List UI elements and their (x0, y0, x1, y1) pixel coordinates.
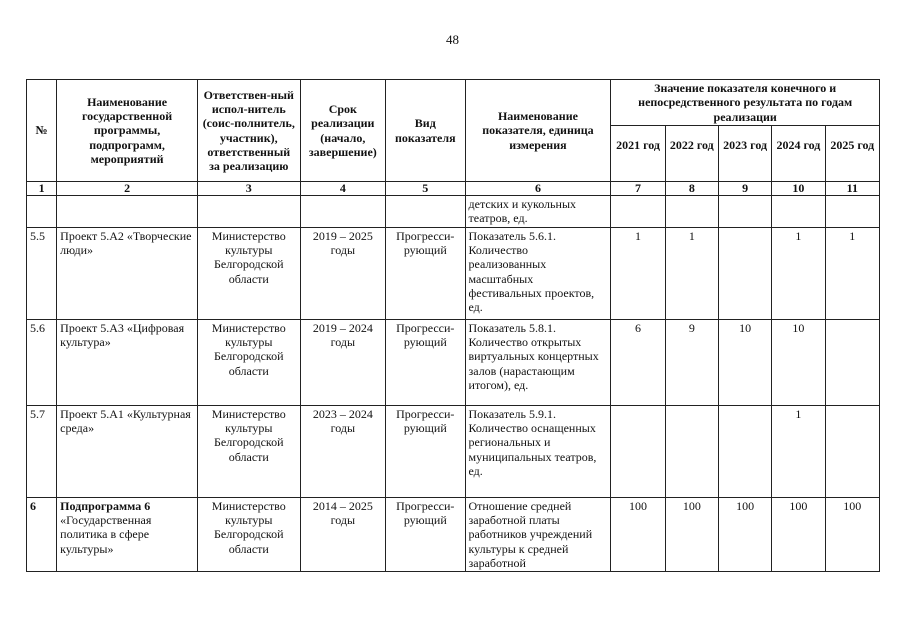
year-value: 1 (665, 228, 718, 320)
event-name (57, 498, 198, 572)
header-year: 2022 год (665, 126, 718, 182)
year-value (665, 406, 718, 498)
row-number: 5.6 (27, 320, 57, 406)
year-value: 9 (665, 320, 718, 406)
header-year: 2025 год (825, 126, 879, 182)
table-row (27, 406, 880, 498)
indicator-cell: Показатель 5.6.1. Количество реализованных масштабных фестивальных проектов, ед. (465, 228, 611, 320)
header-row (27, 80, 880, 126)
responsible-executor: Министерство культуры Белгородской области (197, 498, 300, 572)
header-year: 2021 год (611, 126, 665, 182)
indicator-cell: детских и кукольных театров, ед. (465, 196, 611, 228)
header-type: Вид показателя (386, 80, 465, 182)
indicator-cell: Отношение средней заработной платы работников учреждений культуры к средней заработной (465, 498, 611, 572)
year-value: 100 (611, 498, 665, 572)
year-value (611, 406, 665, 498)
column-numbering-row (27, 182, 880, 196)
responsible-executor: Министерство культуры Белгородской области (197, 406, 300, 498)
indicator-type: Прогресси-рующий (386, 228, 465, 320)
implementation-term: 2019 – 2024 годы (300, 320, 385, 406)
year-value (718, 228, 771, 320)
header-num: № (27, 80, 57, 182)
page-number: 48 (446, 32, 459, 47)
implementation-term: 2023 – 2024 годы (300, 406, 385, 498)
indicator-type: Прогресси-рующий (386, 320, 465, 406)
column-number: 9 (718, 182, 771, 196)
year-value: 100 (665, 498, 718, 572)
event-name: Проект 5.А3 «Цифровая культура» (57, 320, 198, 406)
responsible-executor: Министерство культуры Белгородской области (197, 228, 300, 320)
column-number: 4 (300, 182, 385, 196)
indicator-cell: Показатель 5.9.1. Количество оснащенных региональных и муниципальных театров, ед. (465, 406, 611, 498)
table-row (27, 320, 880, 406)
column-number: 8 (665, 182, 718, 196)
column-number: 2 (57, 182, 198, 196)
year-value (825, 406, 879, 498)
header-year: 2024 год (772, 126, 825, 182)
row-number: 6 (27, 498, 57, 572)
column-number: 1 (27, 182, 57, 196)
row-number: 5.7 (27, 406, 57, 498)
event-name: Проект 5.А2 «Творческие люди» (57, 228, 198, 320)
year-value (825, 320, 879, 406)
column-number: 5 (386, 182, 465, 196)
table-row (27, 196, 880, 228)
column-number: 10 (772, 182, 825, 196)
header-values-group: Значение показателя конечного и непосредственного результата по годам реализации (611, 80, 880, 126)
table-row (27, 498, 880, 572)
column-number: 11 (825, 182, 879, 196)
header-year: 2023 год (718, 126, 771, 182)
header-indicator: Наименование показателя, единица измерения (465, 80, 611, 182)
year-value: 100 (718, 498, 771, 572)
year-value: 6 (611, 320, 665, 406)
year-value: 10 (718, 320, 771, 406)
header-name: Наименование государственной программы, подпрограмм, мероприятий (57, 80, 198, 182)
year-value: 1 (772, 406, 825, 498)
indicator-cell: Показатель 5.8.1. Количество открытых виртуальных концертных залов (нарастающим итогом), ед. (465, 320, 611, 406)
header-responsible: Ответствен-ный испол-нитель (соис-полнитель, участник), ответственный за реализацию (197, 80, 300, 182)
year-value (718, 406, 771, 498)
year-value: 1 (825, 228, 879, 320)
implementation-term: 2014 – 2025 годы (300, 498, 385, 572)
year-value: 100 (772, 498, 825, 572)
indicator-type: Прогресси-рующий (386, 406, 465, 498)
implementation-term: 2019 – 2025 годы (300, 228, 385, 320)
subprogram-title: Подпрограмма 6 (60, 499, 151, 513)
event-name: Проект 5.А1 «Культурная среда» (57, 406, 198, 498)
table-row (27, 228, 880, 320)
row-number: 5.5 (27, 228, 57, 320)
subprogram-name: «Государственная политика в сфере культуры» (60, 513, 152, 556)
responsible-executor: Министерство культуры Белгородской области (197, 320, 300, 406)
year-value: 1 (772, 228, 825, 320)
column-number: 7 (611, 182, 665, 196)
indicator-type: Прогресси-рующий (386, 498, 465, 572)
year-value: 100 (825, 498, 879, 572)
indicators-table (26, 79, 880, 572)
header-term: Срок реализации (начало, завершение) (300, 80, 385, 182)
column-number: 6 (465, 182, 611, 196)
year-value: 10 (772, 320, 825, 406)
column-number: 3 (197, 182, 300, 196)
year-value: 1 (611, 228, 665, 320)
